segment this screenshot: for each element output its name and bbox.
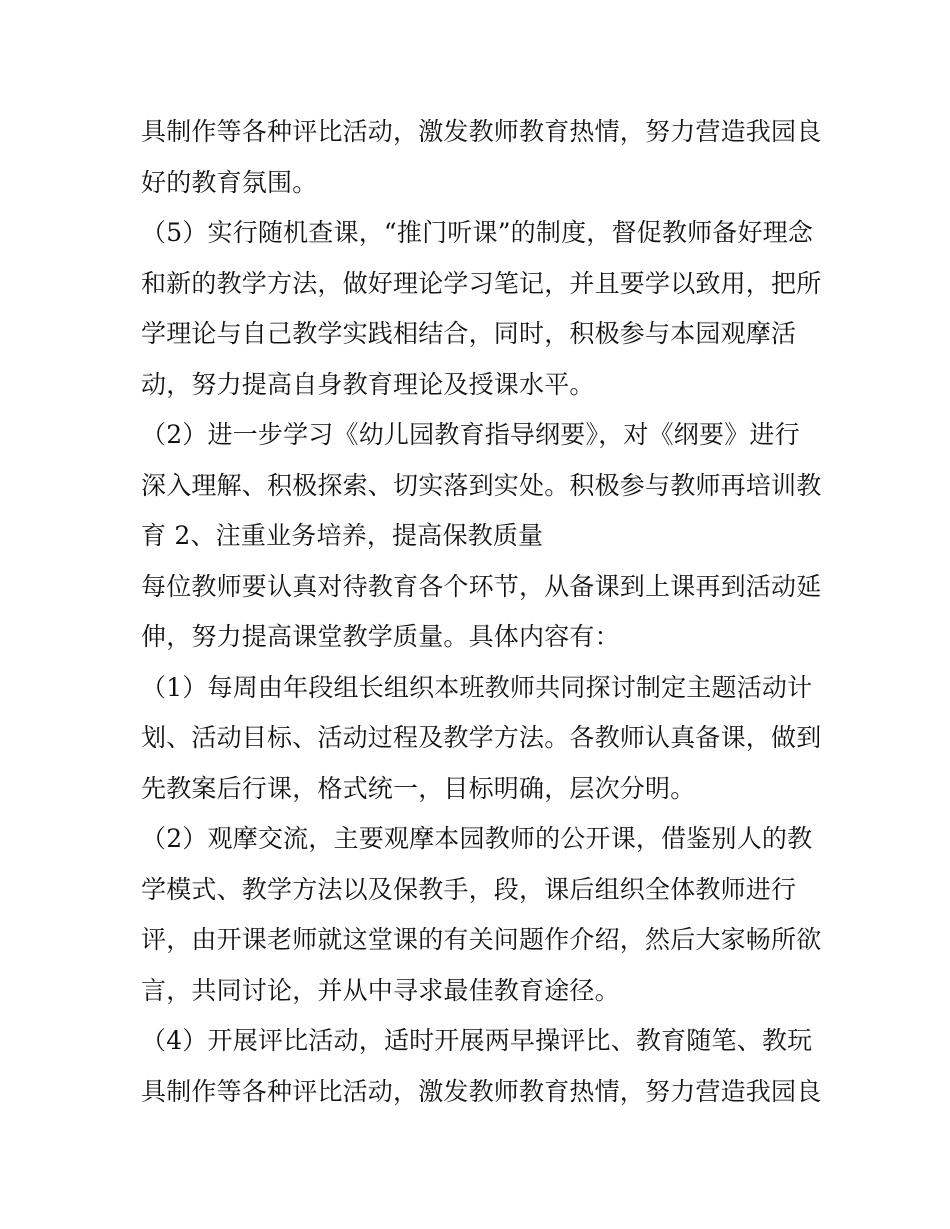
text-line: 和新的教学方法，做好理论学习笔记，并且要学以致用，把所 (141, 268, 822, 298)
text-line: 学模式、教学方法以及保教手，段，课后组织全体教师进行 (141, 874, 797, 904)
text-line: 划、活动目标、活动过程及教学方法。各教师认真备课，做到 (141, 723, 822, 752)
text-line: 学理论与自己教学实践相结合，同时，积极参与本园观摩活 (141, 319, 797, 348)
text-line: （5）实行随机查课，“推门听课”的制度，督促教师备好理念 (141, 218, 814, 247)
text-line: 深入理解、积极探索、切实落到实处。积极参与教师再培训教 (141, 470, 822, 500)
text-line: 每位教师要认真对待教育各个环节，从备课到上课再到活动延 (141, 571, 822, 601)
text-line: 具制作等各种评比活动，激发教师教育热情，努力营造我园良 (141, 1076, 822, 1106)
text-line: （1）每周由年段组长组织本班教师共同探讨制定主题活动计 (141, 672, 813, 702)
text-line: 具制作等各种评比活动，激发教师教育热情，努力营造我园良 (141, 117, 822, 146)
document-body (141, 107, 831, 1117)
text-line: 动，努力提高自身教育理论及授课水平。 (141, 369, 595, 399)
text-line: （4）开展评比活动，适时开展两早操评比、教育随笔、教玩 (141, 1026, 813, 1055)
text-line: 言，共同讨论，并从中寻求最佳教育途径。 (141, 975, 620, 1005)
text-line: 评，由开课老师就这堂课的有关问题作介绍，然后大家畅所欲 (141, 925, 822, 954)
text-line: 好的教育氛围。 (141, 167, 318, 197)
text-line: （2）进一步学习《幼儿园教育指导纲要》，对《纲要》进行 (141, 420, 800, 449)
text-line: 育 2、注重业务培养，提高保教质量 (141, 521, 544, 550)
text-line: （2）观摩交流，主要观摩本园教师的公开课，借鉴别人的教 (141, 824, 813, 853)
text-line: 先教案后行课，格式统一，目标明确，层次分明。 (141, 773, 696, 803)
text-line: 伸，努力提高课堂教学质量。具体内容有： (141, 622, 620, 651)
